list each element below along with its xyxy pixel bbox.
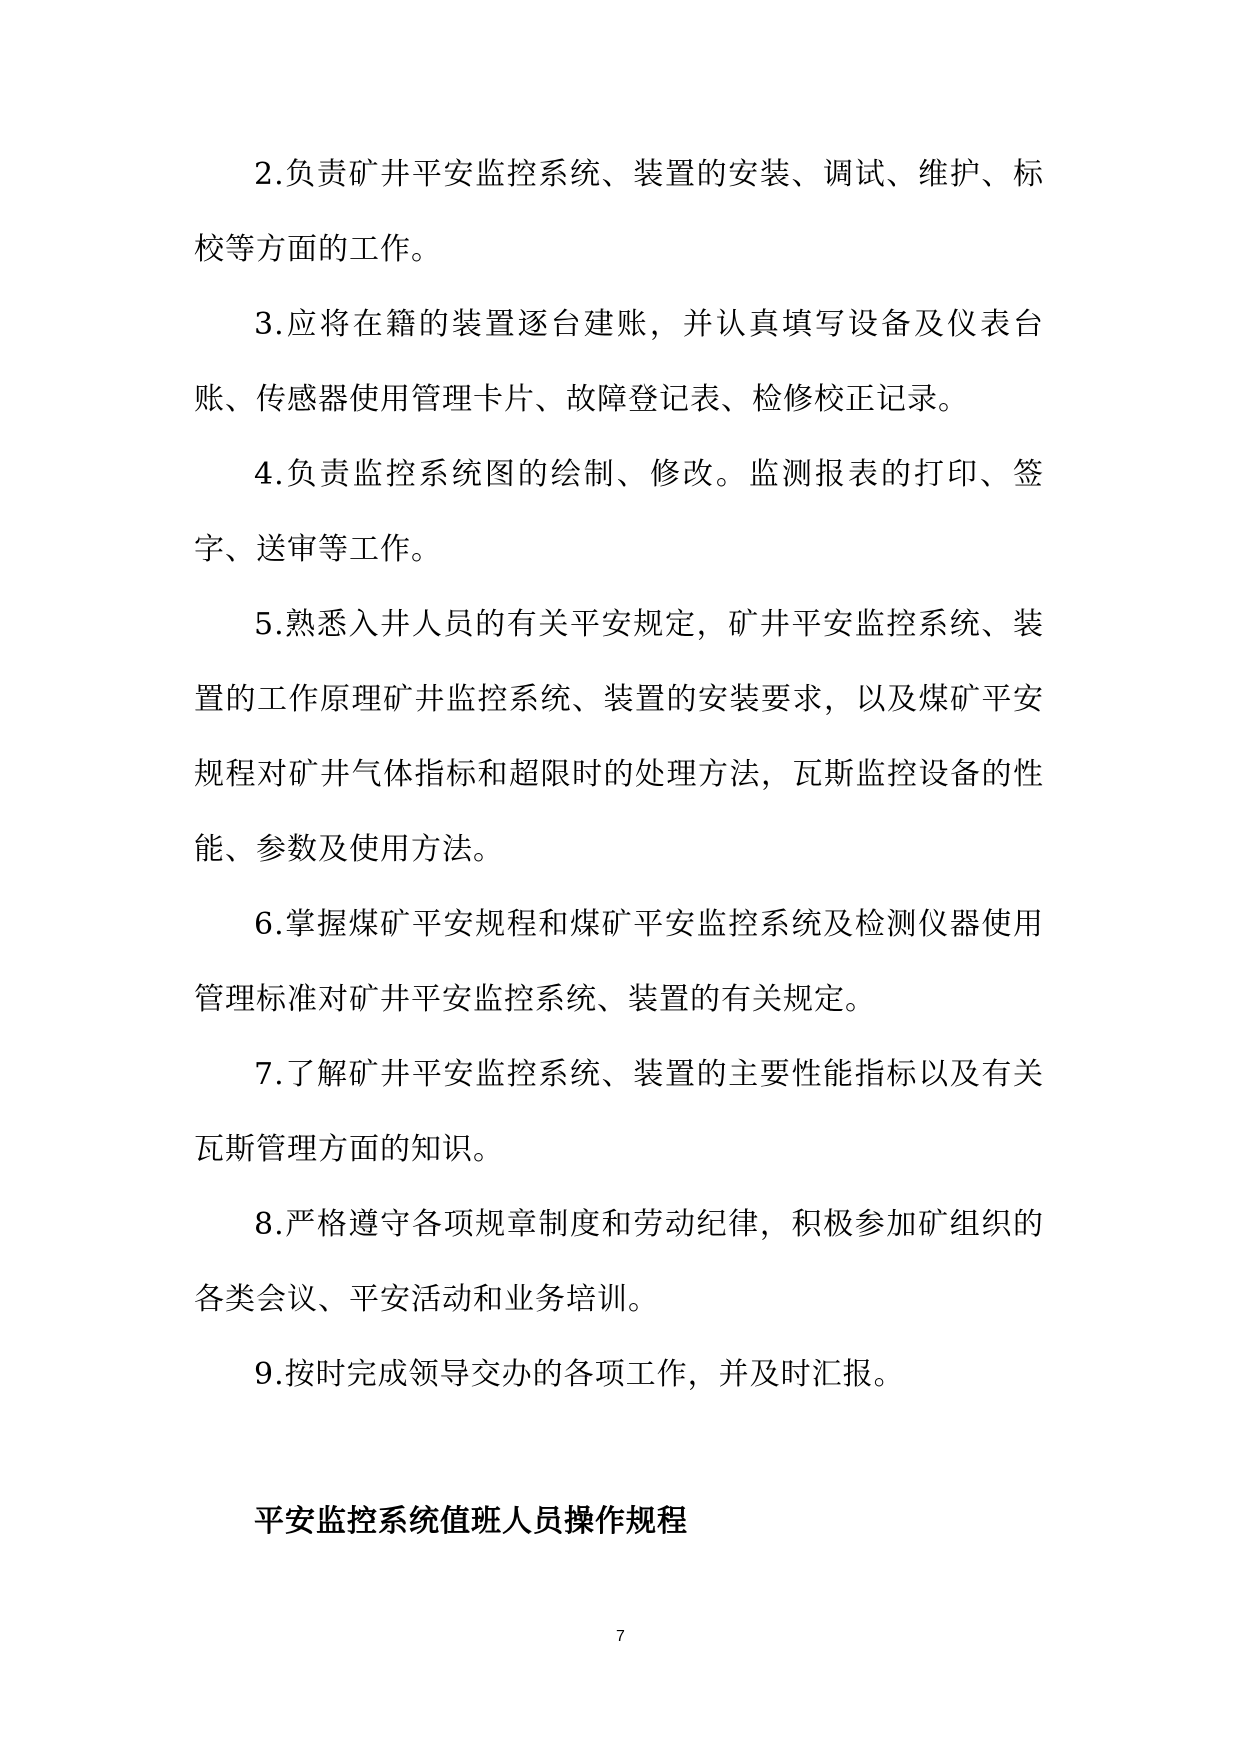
paragraph-item-9: 9.按时完成领导交办的各项工作，并及时汇报。: [254, 1357, 905, 1392]
paragraph-item-7: 7.了解矿井平安监控系统、装置的主要性能指标以及有关瓦斯管理方面的知识。: [194, 1057, 1044, 1167]
section-title: 平安监控系统值班人员操作规程: [254, 1504, 688, 1539]
paragraph-item-2: 2.负责矿井平安监控系统、装置的安装、调试、维护、标校等方面的工作。: [194, 157, 1044, 267]
paragraph-item-6: 6.掌握煤矿平安规程和煤矿平安监控系统及检测仪器使用管理标准对矿井平安监控系统、装置的有关规定。: [194, 907, 1044, 1017]
paragraph-item-5: 5.熟悉入井人员的有关平安规定，矿井平安监控系统、装置的工作原理矿井监控系统、装置的安装要求，以及煤矿平安规程对矿井气体指标和超限时的处理方法，瓦斯监控设备的性能、参数及使用方法。: [194, 607, 1044, 867]
paragraph-item-8: 8.严格遵守各项规章制度和劳动纪律，积极参加矿组织的各类会议、平安活动和业务培训。: [194, 1207, 1044, 1317]
page-number: 7: [616, 1628, 625, 1645]
paragraph-item-3: 3.应将在籍的装置逐台建账，并认真填写设备及仪表台账、传感器使用管理卡片、故障登记表、检修校正记录。: [194, 307, 1044, 417]
paragraph-item-4: 4.负责监控系统图的绘制、修改。监测报表的打印、签字、送审等工作。: [194, 457, 1044, 567]
